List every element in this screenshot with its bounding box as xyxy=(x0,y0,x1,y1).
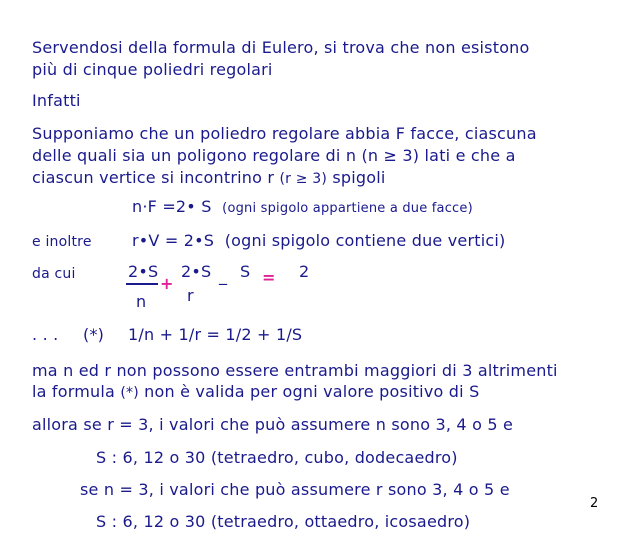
infatti-heading: Infatti xyxy=(32,91,81,110)
conclusion-line-1: ma n ed r non possono essere entrambi maggiori di 3 altrimenti xyxy=(32,361,558,380)
equation-vertices-note: (ogni spigolo contiene due vertici) xyxy=(224,231,506,250)
fraction-1-bar xyxy=(126,283,158,285)
intro-line-1: Servendosi della formula di Eulero, si trova che non esistono xyxy=(32,38,530,57)
ellipsis: . . . xyxy=(32,325,59,344)
rhs-value: 2 xyxy=(299,262,310,281)
hypothesis-line-3-main: ciascun vertice si incontrino r xyxy=(32,168,280,187)
equation-tag: (*) xyxy=(83,325,105,344)
conclusion-line-2 xyxy=(32,382,479,403)
case-r3-text: allora se r = 3, i valori che può assumere n sono 3, 4 o 5 e xyxy=(32,415,514,434)
fraction-1-numerator: 2•S xyxy=(128,262,159,281)
equation-vertices xyxy=(132,231,505,251)
fraction-2-numerator: 2•S xyxy=(181,262,212,281)
case-r3-result: S : 6, 12 o 30 (tetraedro, cubo, dodecaedro) xyxy=(96,448,458,467)
equation-faces xyxy=(132,197,473,219)
equation-vertices-formula: r•V = 2•S xyxy=(132,231,215,250)
equation-faces-note: (ogni spigolo appartiene a due facce) xyxy=(222,201,473,216)
conclusion-line-2-start: la formula xyxy=(32,382,121,401)
page-number: 2 xyxy=(590,496,599,511)
hypothesis-line-3-condition: (r ≥ 3) xyxy=(279,171,328,187)
intro-line-2: più di cinque poliedri regolari xyxy=(32,60,273,79)
hypothesis-line-1: Supponiamo che un poliedro regolare abbia F facce, ciascuna xyxy=(32,124,537,143)
hypothesis-line-3 xyxy=(32,168,386,189)
minus-sign: _ xyxy=(219,266,228,285)
s-term: S xyxy=(240,262,251,281)
equals-sign: = xyxy=(262,268,276,287)
hypothesis-line-3-end: spigoli xyxy=(327,168,386,187)
conclusion-line-2-end: non è valida per ogni valore positivo di S xyxy=(138,382,480,401)
case-n3-text: se n = 3, i valori che può assumere r sono 3, 4 o 5 e xyxy=(80,480,510,499)
conclusion-line-2-tag: (*) xyxy=(120,385,139,401)
equation-faces-formula: n·F =2• S xyxy=(132,197,212,216)
fraction-1-denominator: n xyxy=(136,292,147,311)
hypothesis-line-2: delle quali sia un poligono regolare di n (n ≥ 3) lati e che a xyxy=(32,146,516,165)
fraction-2-denominator: r xyxy=(187,286,194,305)
key-equation: 1/n + 1/r = 1/2 + 1/S xyxy=(128,325,303,344)
equation-vertices-label: e inoltre xyxy=(32,234,92,250)
case-n3-result: S : 6, 12 o 30 (tetraedro, ottaedro, icosaedro) xyxy=(96,512,471,531)
equation-derived-label: da cui xyxy=(32,266,76,282)
plus-sign: + xyxy=(160,274,174,293)
